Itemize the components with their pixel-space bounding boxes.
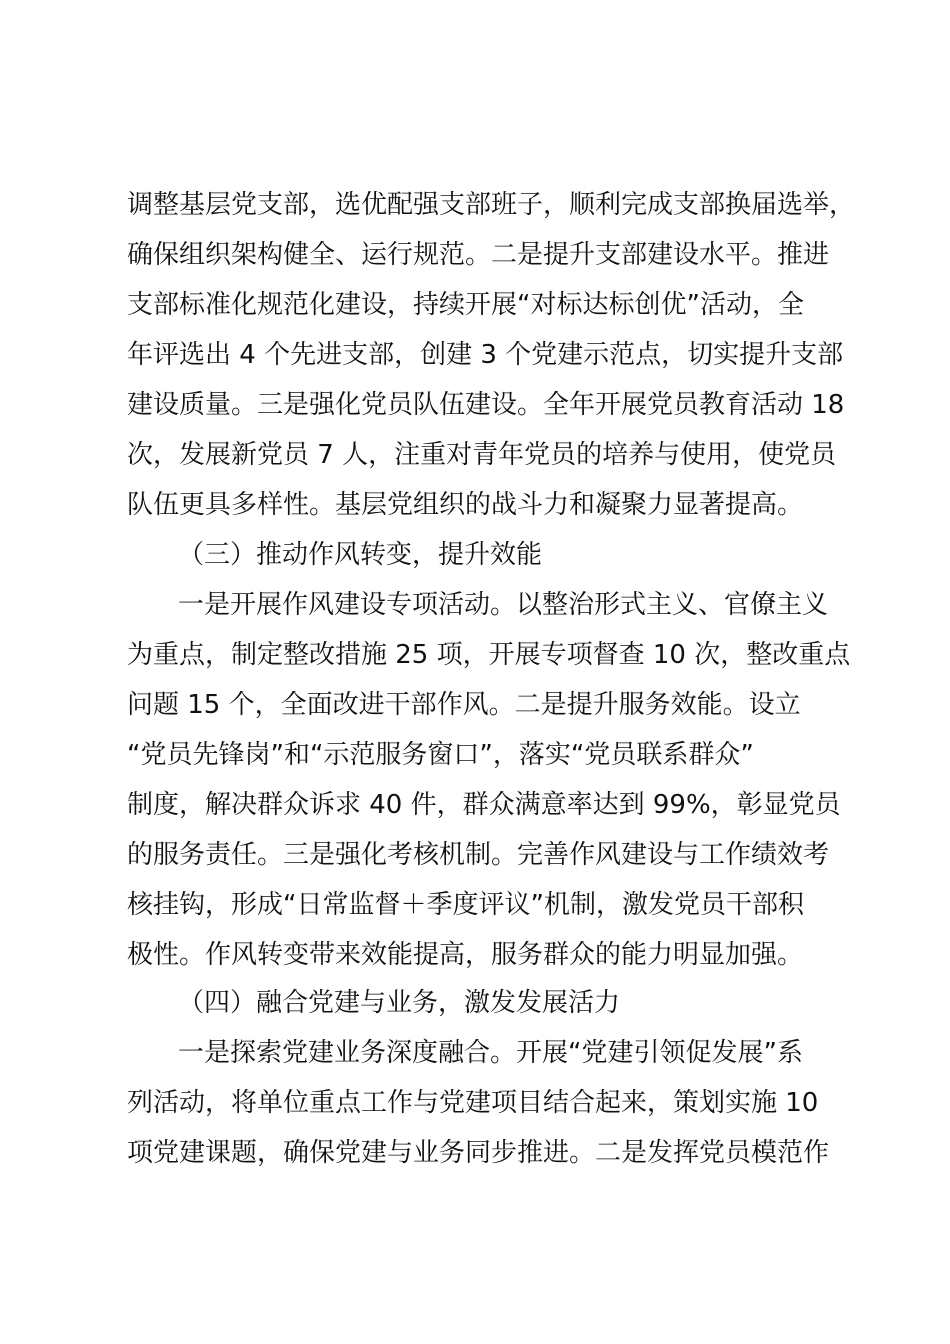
text-line: 支部标准化规范化建设，持续开展“对标达标创优”活动，全: [127, 290, 804, 320]
text-line: 极性。作风转变带来效能提高，服务群众的能力明显加强。: [127, 940, 804, 970]
text-line: 核挂钩，形成“日常监督＋季度评议”机制，激发党员干部积: [127, 890, 804, 920]
text-line: 为重点，制定整改措施 25 项，开展专项督查 10 次，整改重点: [127, 640, 851, 670]
text-line: 队伍更具多样性。基层党组织的战斗力和凝聚力显著提高。: [127, 490, 804, 520]
text-line: 问题 15 个，全面改进干部作风。二是提升服务效能。设立: [127, 690, 801, 720]
text-line: 年评选出 4 个先进支部，创建 3 个党建示范点，切实提升支部: [127, 340, 844, 370]
section-heading: （三）推动作风转变，提升效能: [178, 540, 543, 570]
text-line: 项党建课题，确保党建与业务同步推进。二是发挥党员模范作: [127, 1138, 830, 1168]
text-line: 确保组织架构健全、运行规范。二是提升支部建设水平。推进: [127, 240, 830, 270]
text-line: 次，发展新党员 7 人，注重对青年党员的培养与使用，使党员: [127, 440, 837, 470]
text-line: 调整基层党支部，选优配强支部班子，顺利完成支部换届选举，: [127, 190, 856, 220]
paragraph-first-line: 一是开展作风建设专项活动。以整治形式主义、官僚主义: [178, 590, 829, 620]
section-heading: （四）融合党建与业务，激发发展活力: [178, 988, 621, 1018]
text-line: 的服务责任。三是强化考核机制。完善作风建设与工作绩效考: [127, 840, 830, 870]
text-line: 制度，解决群众诉求 40 件，群众满意率达到 99%，彰显党员: [127, 790, 841, 820]
paragraph-first-line: 一是探索党建业务深度融合。开展“党建引领促发展”系: [178, 1038, 803, 1068]
text-line: “党员先锋岗”和“示范服务窗口”，落实“党员联系群众”: [127, 740, 754, 770]
text-line: 列活动，将单位重点工作与党建项目结合起来，策划实施 10: [127, 1088, 819, 1118]
text-line: 建设质量。三是强化党员队伍建设。全年开展党员教育活动 18: [127, 390, 845, 420]
